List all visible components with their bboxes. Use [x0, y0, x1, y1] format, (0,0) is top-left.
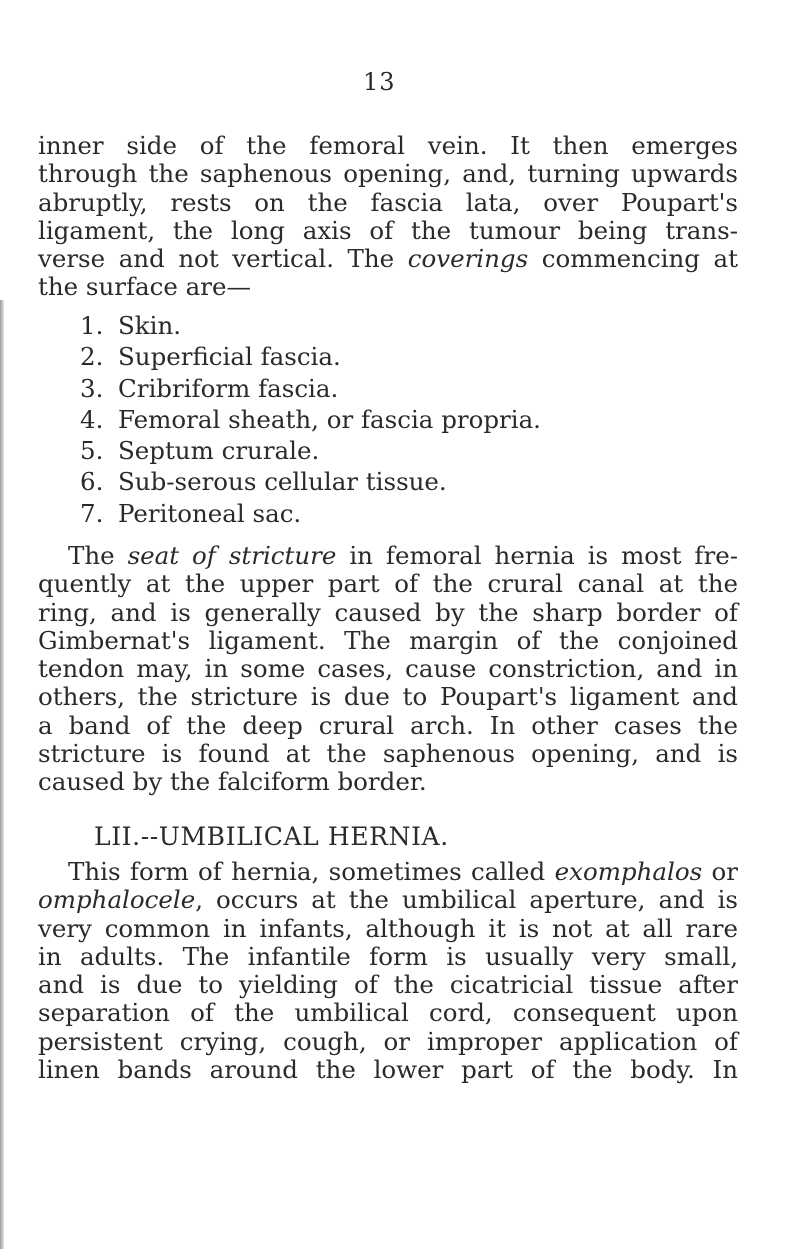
text-line: quently at the upper part of the crural canal at the — [38, 569, 738, 599]
text-line: stricture is found at the saphenous opening, and is — [38, 739, 738, 769]
list-number: 2. — [80, 342, 104, 372]
text-line: ring, and is generally caused by the sharp border of — [38, 597, 738, 627]
list-number: 5. — [80, 436, 104, 466]
text-line: and is due to yielding of the cicatricial tissue after — [38, 970, 738, 1000]
text-fragment: The — [68, 541, 128, 570]
text-line: separation of the umbilical cord, consequent upon — [38, 998, 738, 1028]
paragraph-umbilical-hernia — [38, 858, 738, 1084]
text-line: others, the stricture is due to Poupart's ligament and — [38, 682, 738, 712]
list-item — [80, 498, 541, 529]
text-line: a band of the deep crural arch. In other cases the — [38, 710, 738, 740]
text-fragment: , occurs at the umbilical aperture, and is — [195, 885, 738, 915]
italic-term-exomphalos: exomphalos — [554, 857, 703, 886]
text-line: tendon may, in some cases, cause constriction, and in — [38, 654, 738, 684]
text-line: very common in infants, although it is not at all rare — [38, 913, 738, 943]
text-line: abruptly, rests on the fascia lata, over Poupart's — [38, 187, 738, 217]
list-item — [80, 466, 541, 497]
list-text: Femoral sheath, or fascia propria. — [118, 404, 541, 434]
page-binding-edge — [0, 300, 4, 1249]
text-line: inner side of the femoral vein. It then emerges — [38, 131, 738, 160]
text-line: the surface are— — [38, 272, 251, 302]
list-text: Skin. — [118, 311, 182, 340]
page-number: 13 — [363, 68, 396, 96]
section-heading: LII.--UMBILICAL HERNIA. — [94, 822, 449, 851]
text-line: Gimbernat's ligament. The margin of the conjoined — [38, 625, 738, 655]
text-line: through the saphenous opening, and, turning upwards — [38, 159, 738, 189]
text-line: linen bands around the lower part of the body. In — [38, 1055, 738, 1085]
italic-term-coverings: coverings — [407, 244, 529, 274]
text-line: caused by the falciform border. — [38, 767, 427, 797]
text-fragment: This form of hernia, sometimes called — [68, 857, 555, 886]
text-fragment: verse and not vertical. The — [38, 244, 408, 274]
italic-term-omphalocele: omphalocele — [38, 885, 196, 915]
text-line — [38, 245, 738, 273]
list-text: Cribriform fascia. — [118, 373, 339, 403]
list-number: 3. — [80, 373, 104, 403]
coverings-list — [80, 310, 541, 529]
list-number: 4. — [80, 404, 104, 434]
list-item — [80, 373, 541, 404]
italic-term-seat-of-stricture: seat of stricture — [127, 541, 337, 570]
text-fragment: or — [702, 857, 738, 886]
list-text: Septum crurale. — [118, 436, 320, 466]
text-fragment: in femoral hernia is most fre- — [336, 541, 738, 570]
paragraph-seat-of-stricture — [38, 542, 738, 797]
list-item — [80, 341, 541, 372]
list-number: 1. — [80, 311, 104, 340]
list-item — [80, 435, 541, 466]
paragraph-femoral-course — [38, 132, 738, 302]
text-line — [38, 858, 738, 886]
list-text: Sub-serous cellular tissue. — [118, 467, 447, 497]
text-line: in adults. The infantile form is usually very small, — [38, 941, 738, 971]
text-line — [38, 886, 738, 914]
list-number: 6. — [80, 467, 104, 497]
list-item — [80, 404, 541, 435]
list-text: Peritoneal sac. — [118, 498, 302, 528]
list-number: 7. — [80, 498, 104, 528]
text-fragment: commencing at — [528, 244, 739, 274]
text-line: persistent crying, cough, or improper application of — [38, 1026, 738, 1056]
text-line — [38, 542, 738, 570]
list-item — [80, 310, 541, 341]
text-line: ligament, the long axis of the tumour being trans- — [38, 215, 738, 245]
list-text: Superficial fascia. — [118, 342, 341, 372]
